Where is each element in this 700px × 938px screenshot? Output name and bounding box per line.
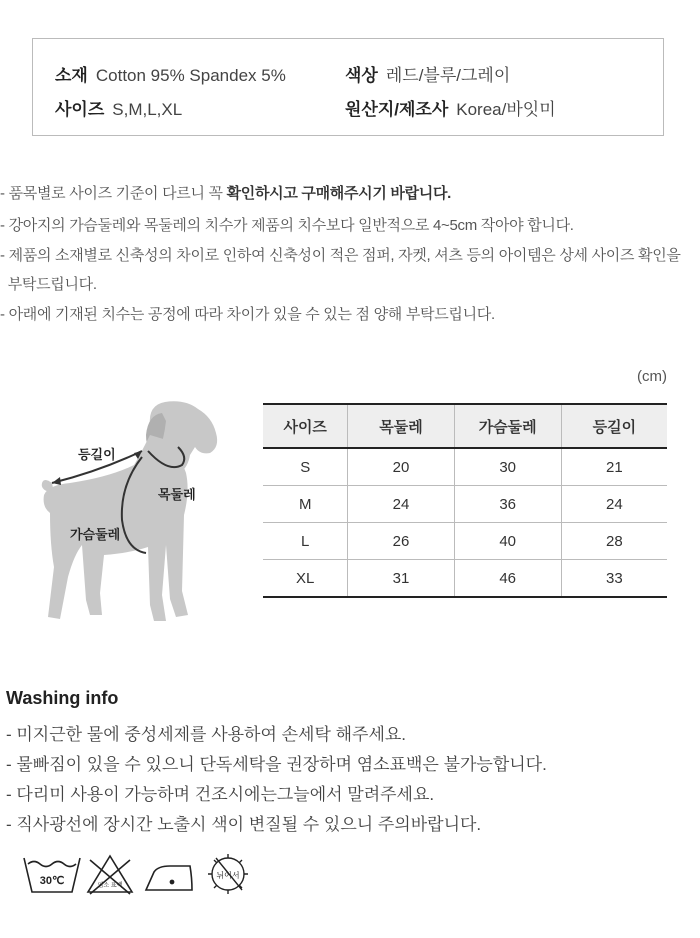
hand-wash-30-icon [24, 858, 80, 892]
table-cell: S [263, 448, 348, 486]
table-cell: 46 [454, 560, 561, 598]
table-cell: XL [263, 560, 348, 598]
dry-text: 뉘어서 [216, 871, 240, 880]
table-cell: 30 [454, 448, 561, 486]
table-cell: M [263, 486, 348, 523]
washing-item: - 물빠짐이 있을 수 있으니 단독세탁을 권장하며 염소표백은 불가능합니다. [6, 755, 547, 774]
dry-flat-shade-icon [208, 854, 248, 894]
table-cell: 20 [348, 448, 454, 486]
table-cell: 24 [348, 486, 454, 523]
note-1-plain: - 품목별로 사이즈 기준이 다르니 꼭 [0, 185, 227, 202]
note-2: - 강아지의 가슴둘레와 목둘레의 치수가 제품의 치수보다 일반적으로 4~5cm 작아야 합니다. [0, 217, 574, 234]
origin-label: 원산지/제조사 [345, 100, 449, 119]
washing-item: - 직사광선에 장시간 노출시 색이 변질될 수 있으니 주의바랍니다. [6, 815, 482, 834]
table-row [263, 448, 667, 486]
header-chest: 가슴둘레 [454, 404, 561, 448]
note-3b: 부탁드립니다. [0, 276, 97, 293]
table-header-row [263, 404, 667, 448]
table-cell: 36 [454, 486, 561, 523]
spec-origin [345, 95, 556, 120]
washing-item: - 미지근한 물에 중성세제를 사용하여 손세탁 해주세요. [6, 725, 407, 744]
table-row [263, 560, 667, 598]
table-cell: 26 [348, 523, 454, 560]
header-back: 등길이 [561, 404, 667, 448]
care-icons [20, 850, 260, 900]
table-cell: 40 [454, 523, 561, 560]
spec-color [345, 61, 510, 86]
dog-silhouette [42, 401, 217, 621]
spec-size [55, 95, 182, 120]
table-row [263, 486, 667, 523]
size-label: 사이즈 [55, 100, 105, 119]
header-size: 사이즈 [263, 404, 348, 448]
table-cell: 21 [561, 448, 667, 486]
origin-value: Korea/바잇미 [456, 100, 556, 119]
washing-info-title: Washing info [6, 688, 119, 708]
product-spec-box [32, 38, 664, 136]
dog-measurement-diagram [30, 395, 250, 630]
table-row [263, 523, 667, 560]
color-value: 레드/블루/그레이 [385, 66, 511, 85]
back-length-label: 등길이 [78, 447, 116, 462]
material-value: Cotton 95% Spandex 5% [95, 66, 286, 85]
spec-material [55, 61, 286, 86]
note-line [0, 182, 451, 203]
no-bleach-text: 염소 표백 [97, 883, 123, 889]
table-cell: 28 [561, 523, 667, 560]
table-cell: 31 [348, 560, 454, 598]
washing-item: - 다리미 사용이 가능하며 건조시에는그늘에서 말려주세요. [6, 785, 435, 804]
header-neck: 목둘레 [348, 404, 454, 448]
wash-temp-text: 30℃ [39, 875, 65, 887]
note-4: - 아래에 기재된 치수는 공정에 따라 차이가 있을 수 있는 점 양해 부탁드립니다. [0, 306, 495, 323]
table-cell: 33 [561, 560, 667, 598]
table-cell: 24 [561, 486, 667, 523]
color-label: 색상 [345, 66, 378, 85]
no-bleach-icon [88, 856, 132, 894]
unit-label: (cm) [637, 368, 667, 385]
table-cell: L [263, 523, 348, 560]
chest-girth-label: 가슴둘레 [70, 527, 121, 542]
size-table [263, 403, 667, 598]
note-1-bold: 확인하시고 구매해주시기 바랍니다. [226, 185, 452, 202]
iron-icon [146, 866, 192, 890]
material-label: 소재 [55, 66, 88, 85]
size-value: S,M,L,XL [112, 100, 183, 119]
note-3a: - 제품의 소재별로 신축성의 차이로 인하여 신축성이 적은 점퍼, 자켓, 셔츠 등의 아이템은 상세 사이즈 확인을 [0, 247, 681, 264]
neck-girth-label: 목둘레 [158, 487, 196, 502]
